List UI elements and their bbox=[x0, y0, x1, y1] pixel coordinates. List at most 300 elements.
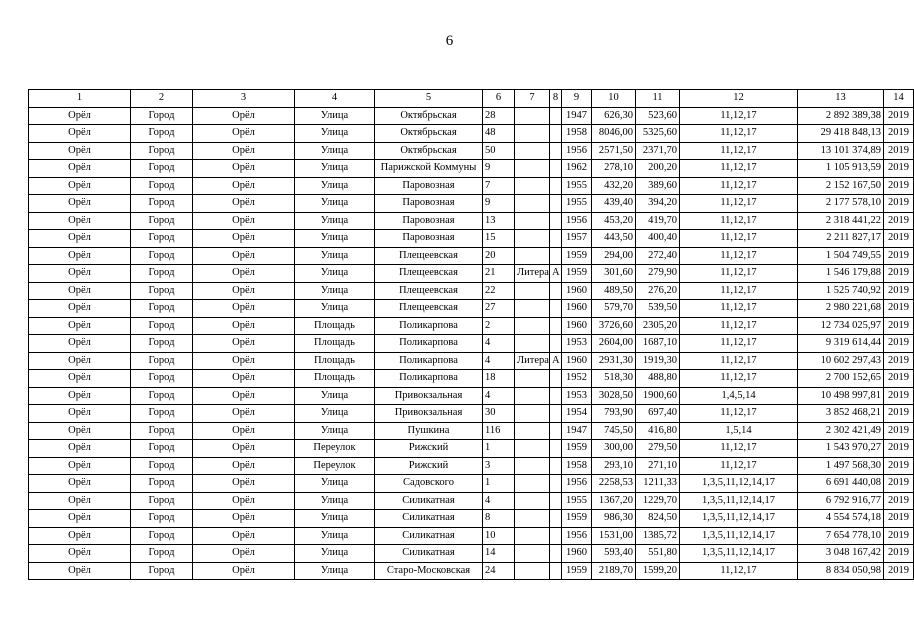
header-col-work-types: 12 bbox=[680, 90, 798, 108]
col-year-planned: 2019 bbox=[884, 300, 914, 318]
col-settlement-type: Город bbox=[131, 177, 193, 195]
header-col-cost: 13 bbox=[798, 90, 884, 108]
col-total-area: 2931,30 bbox=[592, 352, 636, 370]
col-cost: 2 980 221,68 bbox=[798, 300, 884, 318]
col-living-area: 1599,20 bbox=[636, 562, 680, 580]
col-work-types: 11,12,17 bbox=[680, 230, 798, 248]
col-cost: 8 834 050,98 bbox=[798, 562, 884, 580]
col-letter bbox=[515, 177, 550, 195]
col-living-area: 279,50 bbox=[636, 440, 680, 458]
col-letter bbox=[515, 300, 550, 318]
col-settlement: Орёл bbox=[193, 230, 295, 248]
col-settlement: Орёл bbox=[193, 125, 295, 143]
col-year-built: 1959 bbox=[562, 562, 592, 580]
col-street-type: Площадь bbox=[295, 317, 375, 335]
table-row bbox=[29, 562, 914, 580]
col-total-area: 626,30 bbox=[592, 107, 636, 125]
col-year-built: 1955 bbox=[562, 492, 592, 510]
col-cost: 2 700 152,65 bbox=[798, 370, 884, 388]
col-settlement-type: Город bbox=[131, 387, 193, 405]
col-cost: 2 211 827,17 bbox=[798, 230, 884, 248]
col-total-area: 443,50 bbox=[592, 230, 636, 248]
col-settlement: Орёл bbox=[193, 492, 295, 510]
col-living-area: 1385,72 bbox=[636, 527, 680, 545]
col-letter bbox=[515, 562, 550, 580]
col-cost: 3 048 167,42 bbox=[798, 545, 884, 563]
col-street-type: Улица bbox=[295, 300, 375, 318]
col-cost: 4 554 574,18 bbox=[798, 510, 884, 528]
col-house-number: 9 bbox=[483, 160, 515, 178]
col-letter bbox=[515, 422, 550, 440]
col-letter-value bbox=[550, 317, 562, 335]
col-street-name: Парижской Коммуны bbox=[375, 160, 483, 178]
col-house-number: 1 bbox=[483, 475, 515, 493]
table-row bbox=[29, 107, 914, 125]
col-work-types: 11,12,17 bbox=[680, 195, 798, 213]
col-work-types: 1,3,5,11,12,14,17 bbox=[680, 492, 798, 510]
col-house-number: 30 bbox=[483, 405, 515, 423]
col-house-number: 9 bbox=[483, 195, 515, 213]
col-year-built: 1956 bbox=[562, 475, 592, 493]
col-year-planned: 2019 bbox=[884, 405, 914, 423]
col-street-type: Улица bbox=[295, 195, 375, 213]
col-cost: 2 892 389,38 bbox=[798, 107, 884, 125]
col-settlement: Орёл bbox=[193, 265, 295, 283]
col-living-area: 276,20 bbox=[636, 282, 680, 300]
col-street-type: Улица bbox=[295, 247, 375, 265]
col-year-built: 1960 bbox=[562, 352, 592, 370]
col-living-area: 1687,10 bbox=[636, 335, 680, 353]
col-street-type: Улица bbox=[295, 492, 375, 510]
col-living-area: 523,60 bbox=[636, 107, 680, 125]
col-street-name: Плещеевская bbox=[375, 265, 483, 283]
col-street-type: Площадь bbox=[295, 352, 375, 370]
col-settlement-type: Город bbox=[131, 405, 193, 423]
col-street-type: Улица bbox=[295, 475, 375, 493]
table-row bbox=[29, 405, 914, 423]
col-total-area: 2258,53 bbox=[592, 475, 636, 493]
col-street-name: Октябрьская bbox=[375, 142, 483, 160]
col-city: Орёл bbox=[29, 160, 131, 178]
col-street-name: Садовского bbox=[375, 475, 483, 493]
table-row bbox=[29, 440, 914, 458]
col-city: Орёл bbox=[29, 265, 131, 283]
col-city: Орёл bbox=[29, 440, 131, 458]
col-letter bbox=[515, 142, 550, 160]
col-year-planned: 2019 bbox=[884, 160, 914, 178]
col-city: Орёл bbox=[29, 422, 131, 440]
col-street-type: Улица bbox=[295, 230, 375, 248]
header-col-city: 1 bbox=[29, 90, 131, 108]
table-row bbox=[29, 230, 914, 248]
col-house-number: 4 bbox=[483, 387, 515, 405]
col-street-name: Поликарпова bbox=[375, 335, 483, 353]
col-settlement-type: Город bbox=[131, 335, 193, 353]
col-total-area: 2189,70 bbox=[592, 562, 636, 580]
col-letter-value bbox=[550, 125, 562, 143]
col-settlement-type: Город bbox=[131, 125, 193, 143]
col-total-area: 2571,50 bbox=[592, 142, 636, 160]
col-street-name: Силикатная bbox=[375, 510, 483, 528]
col-letter-value bbox=[550, 142, 562, 160]
table-row bbox=[29, 457, 914, 475]
col-street-type: Улица bbox=[295, 527, 375, 545]
table-row bbox=[29, 352, 914, 370]
col-settlement: Орёл bbox=[193, 545, 295, 563]
col-total-area: 579,70 bbox=[592, 300, 636, 318]
col-year-built: 1960 bbox=[562, 545, 592, 563]
col-cost: 10 602 297,43 bbox=[798, 352, 884, 370]
col-total-area: 301,60 bbox=[592, 265, 636, 283]
col-settlement-type: Город bbox=[131, 370, 193, 388]
col-letter-value bbox=[550, 562, 562, 580]
col-settlement: Орёл bbox=[193, 282, 295, 300]
col-letter bbox=[515, 370, 550, 388]
col-city: Орёл bbox=[29, 475, 131, 493]
col-letter-value bbox=[550, 212, 562, 230]
col-settlement-type: Город bbox=[131, 107, 193, 125]
col-cost: 2 318 441,22 bbox=[798, 212, 884, 230]
table-row bbox=[29, 317, 914, 335]
col-year-built: 1960 bbox=[562, 300, 592, 318]
col-city: Орёл bbox=[29, 282, 131, 300]
col-settlement: Орёл bbox=[193, 195, 295, 213]
col-year-planned: 2019 bbox=[884, 142, 914, 160]
table-row bbox=[29, 492, 914, 510]
col-street-name: Плещеевская bbox=[375, 282, 483, 300]
col-street-type: Улица bbox=[295, 177, 375, 195]
col-street-name: Пушкина bbox=[375, 422, 483, 440]
table-row bbox=[29, 510, 914, 528]
col-settlement-type: Город bbox=[131, 510, 193, 528]
col-street-type: Улица bbox=[295, 510, 375, 528]
table-row bbox=[29, 282, 914, 300]
col-year-planned: 2019 bbox=[884, 107, 914, 125]
col-total-area: 3726,60 bbox=[592, 317, 636, 335]
col-street-type: Площадь bbox=[295, 335, 375, 353]
col-year-built: 1955 bbox=[562, 177, 592, 195]
col-street-name: Плещеевская bbox=[375, 247, 483, 265]
col-letter bbox=[515, 107, 550, 125]
col-living-area: 419,70 bbox=[636, 212, 680, 230]
col-total-area: 432,20 bbox=[592, 177, 636, 195]
col-cost: 6 792 916,77 bbox=[798, 492, 884, 510]
col-cost: 3 852 468,21 bbox=[798, 405, 884, 423]
col-work-types: 1,5,14 bbox=[680, 422, 798, 440]
col-living-area: 279,90 bbox=[636, 265, 680, 283]
col-letter bbox=[515, 440, 550, 458]
col-year-planned: 2019 bbox=[884, 545, 914, 563]
col-city: Орёл bbox=[29, 387, 131, 405]
col-house-number: 4 bbox=[483, 335, 515, 353]
col-city: Орёл bbox=[29, 230, 131, 248]
col-cost: 13 101 374,89 bbox=[798, 142, 884, 160]
col-settlement-type: Город bbox=[131, 562, 193, 580]
col-total-area: 518,30 bbox=[592, 370, 636, 388]
col-living-area: 2371,70 bbox=[636, 142, 680, 160]
col-city: Орёл bbox=[29, 370, 131, 388]
col-street-name: Поликарпова bbox=[375, 317, 483, 335]
col-total-area: 294,00 bbox=[592, 247, 636, 265]
col-cost: 7 654 778,10 bbox=[798, 527, 884, 545]
col-settlement: Орёл bbox=[193, 107, 295, 125]
col-city: Орёл bbox=[29, 142, 131, 160]
col-total-area: 593,40 bbox=[592, 545, 636, 563]
col-street-type: Переулок bbox=[295, 457, 375, 475]
col-letter-value bbox=[550, 160, 562, 178]
col-letter bbox=[515, 405, 550, 423]
col-settlement-type: Город bbox=[131, 352, 193, 370]
col-living-area: 200,20 bbox=[636, 160, 680, 178]
table-row bbox=[29, 527, 914, 545]
col-house-number: 20 bbox=[483, 247, 515, 265]
col-letter-value bbox=[550, 545, 562, 563]
col-year-built: 1959 bbox=[562, 510, 592, 528]
col-living-area: 2305,20 bbox=[636, 317, 680, 335]
col-settlement: Орёл bbox=[193, 160, 295, 178]
col-year-built: 1959 bbox=[562, 440, 592, 458]
col-settlement: Орёл bbox=[193, 510, 295, 528]
col-living-area: 697,40 bbox=[636, 405, 680, 423]
col-year-built: 1954 bbox=[562, 405, 592, 423]
col-cost: 10 498 997,81 bbox=[798, 387, 884, 405]
col-year-built: 1953 bbox=[562, 335, 592, 353]
col-letter-value bbox=[550, 492, 562, 510]
col-work-types: 11,12,17 bbox=[680, 177, 798, 195]
col-year-planned: 2019 bbox=[884, 422, 914, 440]
col-work-types: 11,12,17 bbox=[680, 282, 798, 300]
col-living-area: 416,80 bbox=[636, 422, 680, 440]
header-col-year-planned: 14 bbox=[884, 90, 914, 108]
col-house-number: 22 bbox=[483, 282, 515, 300]
col-year-built: 1947 bbox=[562, 422, 592, 440]
col-letter-value bbox=[550, 422, 562, 440]
col-settlement-type: Город bbox=[131, 160, 193, 178]
col-letter bbox=[515, 230, 550, 248]
col-work-types: 11,12,17 bbox=[680, 335, 798, 353]
col-year-built: 1960 bbox=[562, 282, 592, 300]
col-letter-value bbox=[550, 387, 562, 405]
col-year-planned: 2019 bbox=[884, 177, 914, 195]
col-house-number: 2 bbox=[483, 317, 515, 335]
col-settlement-type: Город bbox=[131, 475, 193, 493]
table-row bbox=[29, 335, 914, 353]
table-row bbox=[29, 545, 914, 563]
col-cost: 12 734 025,97 bbox=[798, 317, 884, 335]
col-letter bbox=[515, 335, 550, 353]
col-street-type: Улица bbox=[295, 125, 375, 143]
col-settlement-type: Город bbox=[131, 492, 193, 510]
col-settlement-type: Город bbox=[131, 247, 193, 265]
col-year-built: 1956 bbox=[562, 527, 592, 545]
col-street-type: Улица bbox=[295, 265, 375, 283]
col-year-built: 1959 bbox=[562, 265, 592, 283]
col-street-type: Площадь bbox=[295, 370, 375, 388]
col-settlement-type: Город bbox=[131, 317, 193, 335]
col-work-types: 11,12,17 bbox=[680, 212, 798, 230]
header-col-street-type: 4 bbox=[295, 90, 375, 108]
col-city: Орёл bbox=[29, 562, 131, 580]
col-year-planned: 2019 bbox=[884, 370, 914, 388]
col-year-planned: 2019 bbox=[884, 352, 914, 370]
housing-register-table bbox=[28, 89, 914, 580]
table-row bbox=[29, 265, 914, 283]
col-year-built: 1960 bbox=[562, 317, 592, 335]
table-row bbox=[29, 125, 914, 143]
col-year-planned: 2019 bbox=[884, 265, 914, 283]
col-year-planned: 2019 bbox=[884, 230, 914, 248]
table-row bbox=[29, 212, 914, 230]
table-row bbox=[29, 370, 914, 388]
col-letter bbox=[515, 212, 550, 230]
col-street-type: Улица bbox=[295, 212, 375, 230]
col-letter bbox=[515, 125, 550, 143]
col-house-number: 24 bbox=[483, 562, 515, 580]
table-row bbox=[29, 300, 914, 318]
col-living-area: 394,20 bbox=[636, 195, 680, 213]
col-year-built: 1953 bbox=[562, 387, 592, 405]
col-year-built: 1957 bbox=[562, 230, 592, 248]
col-letter-value bbox=[550, 527, 562, 545]
col-settlement-type: Город bbox=[131, 230, 193, 248]
col-city: Орёл bbox=[29, 125, 131, 143]
col-year-built: 1958 bbox=[562, 457, 592, 475]
col-cost: 1 504 749,55 bbox=[798, 247, 884, 265]
col-city: Орёл bbox=[29, 195, 131, 213]
col-year-built: 1947 bbox=[562, 107, 592, 125]
col-letter-value bbox=[550, 177, 562, 195]
col-cost: 1 525 740,92 bbox=[798, 282, 884, 300]
col-street-name: Рижский bbox=[375, 440, 483, 458]
col-year-planned: 2019 bbox=[884, 317, 914, 335]
col-letter-value bbox=[550, 457, 562, 475]
col-house-number: 116 bbox=[483, 422, 515, 440]
col-work-types: 11,12,17 bbox=[680, 142, 798, 160]
col-living-area: 1919,30 bbox=[636, 352, 680, 370]
col-year-built: 1958 bbox=[562, 125, 592, 143]
col-year-built: 1952 bbox=[562, 370, 592, 388]
col-total-area: 278,10 bbox=[592, 160, 636, 178]
col-settlement-type: Город bbox=[131, 440, 193, 458]
col-street-type: Улица bbox=[295, 282, 375, 300]
col-work-types: 11,12,17 bbox=[680, 370, 798, 388]
col-letter-value bbox=[550, 282, 562, 300]
table-row bbox=[29, 247, 914, 265]
col-work-types: 11,12,17 bbox=[680, 160, 798, 178]
col-letter-value bbox=[550, 107, 562, 125]
col-letter bbox=[515, 475, 550, 493]
col-settlement-type: Город bbox=[131, 422, 193, 440]
col-year-planned: 2019 bbox=[884, 440, 914, 458]
col-house-number: 1 bbox=[483, 440, 515, 458]
col-work-types: 11,12,17 bbox=[680, 457, 798, 475]
col-street-name: Силикатная bbox=[375, 545, 483, 563]
col-work-types: 11,12,17 bbox=[680, 562, 798, 580]
col-house-number: 27 bbox=[483, 300, 515, 318]
col-city: Орёл bbox=[29, 247, 131, 265]
col-total-area: 2604,00 bbox=[592, 335, 636, 353]
header-col-total-area: 10 bbox=[592, 90, 636, 108]
col-living-area: 1211,33 bbox=[636, 475, 680, 493]
col-year-planned: 2019 bbox=[884, 212, 914, 230]
col-year-planned: 2019 bbox=[884, 195, 914, 213]
col-cost: 6 691 440,08 bbox=[798, 475, 884, 493]
col-settlement: Орёл bbox=[193, 370, 295, 388]
col-settlement: Орёл bbox=[193, 317, 295, 335]
header-row bbox=[29, 90, 914, 108]
col-letter-value bbox=[550, 300, 562, 318]
col-street-name: Паровозная bbox=[375, 230, 483, 248]
col-street-name: Поликарпова bbox=[375, 352, 483, 370]
col-street-type: Переулок bbox=[295, 440, 375, 458]
col-settlement: Орёл bbox=[193, 387, 295, 405]
col-house-number: 14 bbox=[483, 545, 515, 563]
col-cost: 9 319 614,44 bbox=[798, 335, 884, 353]
col-house-number: 7 bbox=[483, 177, 515, 195]
header-col-settlement: 3 bbox=[193, 90, 295, 108]
col-city: Орёл bbox=[29, 492, 131, 510]
col-city: Орёл bbox=[29, 510, 131, 528]
col-work-types: 11,12,17 bbox=[680, 107, 798, 125]
col-letter-value bbox=[550, 247, 562, 265]
col-letter-value bbox=[550, 440, 562, 458]
col-house-number: 50 bbox=[483, 142, 515, 160]
header-col-living-area: 11 bbox=[636, 90, 680, 108]
col-year-built: 1962 bbox=[562, 160, 592, 178]
col-street-type: Улица bbox=[295, 142, 375, 160]
header-col-house-number: 6 bbox=[483, 90, 515, 108]
col-work-types: 11,12,17 bbox=[680, 352, 798, 370]
col-street-name: Рижский bbox=[375, 457, 483, 475]
col-work-types: 11,12,17 bbox=[680, 440, 798, 458]
col-street-type: Улица bbox=[295, 562, 375, 580]
page-number: 6 bbox=[445, 33, 454, 49]
col-settlement: Орёл bbox=[193, 335, 295, 353]
col-street-name: Старо-Московская bbox=[375, 562, 483, 580]
col-living-area: 271,10 bbox=[636, 457, 680, 475]
col-year-built: 1955 bbox=[562, 195, 592, 213]
col-cost: 1 497 568,30 bbox=[798, 457, 884, 475]
col-letter bbox=[515, 545, 550, 563]
col-letter-value bbox=[550, 405, 562, 423]
col-street-type: Улица bbox=[295, 160, 375, 178]
col-year-planned: 2019 bbox=[884, 527, 914, 545]
col-total-area: 793,90 bbox=[592, 405, 636, 423]
col-settlement: Орёл bbox=[193, 177, 295, 195]
col-letter bbox=[515, 387, 550, 405]
col-total-area: 8046,00 bbox=[592, 125, 636, 143]
col-living-area: 539,50 bbox=[636, 300, 680, 318]
col-year-built: 1956 bbox=[562, 142, 592, 160]
col-year-planned: 2019 bbox=[884, 387, 914, 405]
col-street-name: Паровозная bbox=[375, 212, 483, 230]
col-settlement-type: Город bbox=[131, 195, 193, 213]
col-living-area: 488,80 bbox=[636, 370, 680, 388]
col-year-planned: 2019 bbox=[884, 282, 914, 300]
col-total-area: 986,30 bbox=[592, 510, 636, 528]
col-street-name: Паровозная bbox=[375, 177, 483, 195]
col-total-area: 3028,50 bbox=[592, 387, 636, 405]
col-settlement: Орёл bbox=[193, 440, 295, 458]
col-living-area: 389,60 bbox=[636, 177, 680, 195]
col-letter-value bbox=[550, 335, 562, 353]
col-living-area: 272,40 bbox=[636, 247, 680, 265]
header-col-street-name: 5 bbox=[375, 90, 483, 108]
col-letter bbox=[515, 282, 550, 300]
col-living-area: 551,80 bbox=[636, 545, 680, 563]
col-street-name: Привокзальная bbox=[375, 405, 483, 423]
col-settlement: Орёл bbox=[193, 142, 295, 160]
